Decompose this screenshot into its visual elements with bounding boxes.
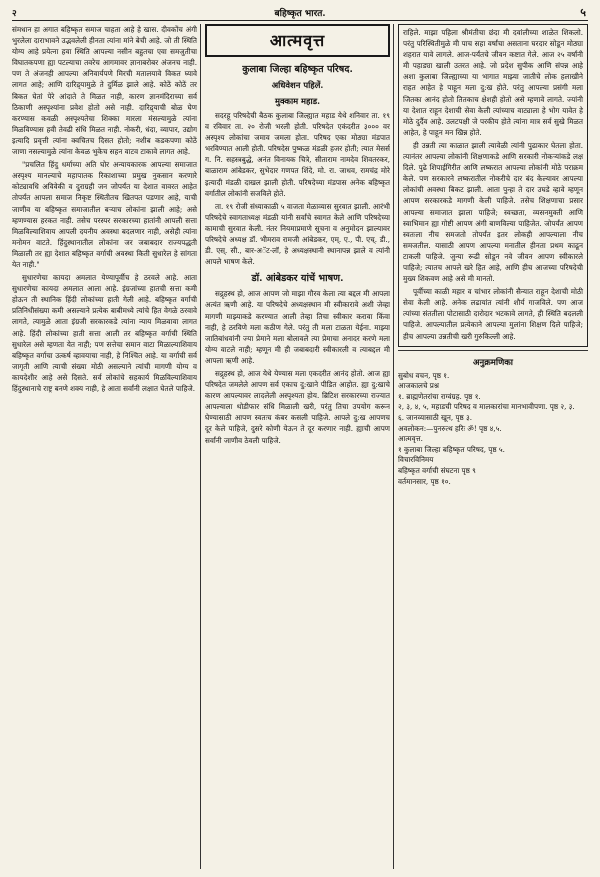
middle-column [205,24,390,871]
speech-title: डॉ. आंबेडकर यांचें भाषण. [251,273,344,285]
toc-entry: सुबोध वचन, पृष्ठ १. [398,370,450,380]
right-paragraph: पूर्वीच्या काळी महार व चांभार लोकांनी सैन्यात राहून देशाची मोठी सेवा केली आहे. अनेक लढायांत त्यांनी शौर्य गाजविले. पण आज त्यांच्या संततीला पोटासाठी दारोदार भटकावे लागते, ही स्थिति बदलली पाहिजे. आपल्यातील प्रत्येकाने आपल्या मुलांना शिक्षण दिले पाहिजे; हीच आपल्या उन्नतीची खरी गुरुकिल्ली आहे. [403,287,583,341]
toc-entry: आत्मवृत्त. [398,434,423,444]
right-column [398,24,588,871]
toc-entry: ६. जानव्यासाठी खून, पृष्ठ ३. [398,413,473,422]
session-title: अधिवेशन पहिलें. [271,80,324,90]
meeting-title: कुलाबा जिल्हा बहिष्कृत परिषद. [242,64,353,75]
toc-entry: २, ३, ४, ५, महाडची परिषद व मालकारांचा मानभावीपणा. पृष्ठ २, ३. [398,402,575,412]
meeting-paragraph: ता. १९ रोजी संध्याकाळी ५ वाजता मेळाव्यास सुरवात झाली. आरंभी परिषदेचे स्वागताध्यक्ष मंडळी यांनी सर्वांचे स्वागत केले आणि परिषदेच्या कामाची सुरवात केली. नंतर नियमाप्रमाणे सूचना व अनुमोदन झाल्यावर परिषदेचे अध्यक्ष डॉ. भीमराव रामजी आंबेडकर, एम्. ए., पी. एच्. डी., डी. एस्. सी., बार-अॅट-लॉ, हे अध्यक्षस्थानी स्थानापन्न झाले व त्यांनी आपले भाषण केले. [205,201,390,267]
page-header [12,6,588,21]
section-banner: आत्मवृत्त [205,24,390,57]
continued-article-box [398,24,588,347]
speech-paragraph: सद्गृहस्थ हो, आज आपण जो माझा गौरव केला त्या बद्दल मी आपला अत्यंत ऋणी आहे. या परिषदेचे अध्यक्षस्थान मी स्वीकारावे अशी जेव्हा मागणी माझ्याकडे करण्यात आली तेव्हा तिचा स्वीकार करावा किंवा नाही, हे ठरविणे मला कठीण गेले. परंतु ती मला टाळता येईना. माझ्या जातिबांधवांनी ज्या प्रेमाने मला बोलावले त्या प्रेमाचा अनादर करणे मला योग्य वाटले नाही; म्हणून मी ही जबाबदारी स्वीकारली व त्याबद्दल मी आपला ऋणी आहे. [205,289,390,365]
toc-title: अनुक्रमणिका [473,357,513,368]
toc-entry: १ कुलाबा जिल्हा बहिष्कृत परिषद, पृष्ठ ५. [398,444,505,454]
left-paragraph: संमधान हा अगात बहिष्कृत समाज चाहता आहे हे खास. दीवकोंच अंगी भुरलेला दाराभावने उद्भवलेली हीनता त्यांना मांने बेची आहे. जो ती स्थिति योग्य आहे प्रयेत्ना हवा स्थिति आपल्या नसीन बहुतचा एवा समजुतीचा विघातकपणा ह्या पटल्याचा तवरेच आगमावर ज्ञानाबरोबर अंजनच नाही. पण ते अंजनही आपल्या अनिवार्यपणे मिरची मतालयावे विकत घ्यावे लागत आहे; आणि दारिद्र्यामुळे ते दुर्मिळ झाले आहे. कोठें कोठें तर बिकत घेतां पेरे आंदाते ते मिळत नाही, कारण ज्ञानमंदिराच्या सर्व ठिकाणी अस्पृश्यांना प्रवेश होतो असे नाही. दारिद्र्याची बोळ घेण करण्यास कवळी अस्पृश्यतेचा शिक्का मारला मंसल्यामुळे त्यांना मिळविण्यास हवी तेवढी संधि मिळत नाही. नोकरी, धंदा, व्यापार, उद्योग इत्यादि प्रवृत्ती त्यांना क्वचितच दिसत होतो; नशीब कडकपणा कोठें जाणा नसल्यामुळे त्यांना केवळ भुकेच सहन वाटव टाकावे लागत आहे. [12,25,197,157]
right-paragraph: ही उन्नती त्या काळात झाली त्यावेळी त्यांनी पुढाकार घेतला होता. त्यानंतर आपल्या लोकांनी शिक्षणाकडे आणि सरकारी नोकऱ्यांकडे लक्ष दिले. पुढे शिपाईगिरीत आणि लष्करात आपल्या लोकांनी मोठे पराक्रम केले. पण सरकारने लष्करातील नोकरीचे दार बंद केल्यावर आपल्या लोकांची अवस्था बिकट झाली. आता पुन्हा ते दार उघडे व्हावे म्हणून आपण सरकारकडे मागणी केली पाहिजे. तसेच शिक्षणाचा प्रसार आपल्या समाजात झाला पाहिजे; स्वच्छता, व्यसनमुक्ती आणि स्वाभिमान ह्या गोष्टी आपण अंगी बाणविल्या पाहिजेत. जोपर्यंत आपण स्वतःला नीच समजतो तोपर्यंत इतर लोकही आपल्याला नीच समजतील. यासाठी आपण आपल्या मनातील हीनता प्रथम काढून टाकली पाहिजे. जुन्या रूढी सोडून नवे जीवन आपण स्वीकारले पाहिजे; त्यातच आपले खरे हित आहे, आणि हीच आजच्या परिषदेची मुख्य शिकवण आहे असे मी मानतो. [403,140,583,284]
left-paragraph: "प्रचलित हिंदु धर्माच्या अति घोर अन्यायकारक आपल्या समाजात अस्पृश्य मानल्याचे महापातक रिकाशाच्या प्रमुख नुकसान करणारे कोट्यावधि अविवेकी व दुराग्रही जन जोपर्यंत या देशात वावरत आहेत तोपर्यंत आपला समाज निकृष्ट स्थितीतच खितपत पडणार आहे, याची जाणीव या बहिष्कृत समाजातील बऱ्याच लोकांना झाली आहे; असे म्हणण्यास हरकत नाही. तसेच परस्पर सरकारच्या हातांनी आपली सत्ता मिळविल्याशिवाय आपली दयनीय अवस्था बदलणार नाही, असेही त्यांना मनोमन वाटते. हिंदुस्थानातील लोकांना जर जबाबदार राज्यपद्धती मिळाली तर ह्या देशात बहिष्कृत वर्गाची अवस्था किती सुधारेल हे सांगता येत नाही." [12,160,197,269]
toc-entry: अवलोकन:—पुनरुत्थ हरिः ॐ! पृष्ठ ४,५. [398,423,502,433]
meeting-paragraph: सदरहू परिषदेची बैठक कुलाबा जिल्ह्यात महाड येथे शनिवार ता. १९ व रविवार ता. २० रोजी भरली होती. परिषदेत एकंदरीत ३००० वर अस्पृश्य लोकांचा जमाव जमला होता. परिषद एका मोठ्या मंडपात भरविण्यात आली होती. परिषदेस पुष्कळ मंडळी हजर होती; त्यात मेसर्स ग. नि. सहस्त्रबुद्धे, अनंत विनायक चित्रे, सीताराम नामदेव शिवतरकर, बाळाराम आंबेडकर, सुभेदार गणपत शिंदे, मो. रा. जाधव, रामचंद्र मोरे इत्यादी मंडळी दाखल झाली होती. परिषदेच्या मंडपास अनेक बहिष्कृत वर्गातील लोकांनी सजविले होते. [205,111,390,198]
toc-entry: १. ब्राह्मणेतरांचा राग्वंग्रह. पृष्ठ १. [398,391,481,401]
toc-entry: विचारविनिमय [398,455,434,465]
toc-entry: वर्तमानसार, पृष्ठ १०. [398,476,451,486]
right-paragraph: राहिले. माझा पहिला श्रीमंतीचा छंदा मी दवांलीच्या शाळेत शिकलो. परंतु परिस्थितीमुळे मी पाच सहा वर्षांचा असताना घरदार सोडून मोठ्या शहरात यावे लागले. आज-पर्यंतचे जीवन कष्टात गेले. आज २५ वर्षांनी मी पहाड्या खाली उतरत आहे. जो प्रदेश सुपीक आणि संपन्न आहे अशा कुलाबा जिल्ह्याच्या या भागात माझ्या जातीचे लोक हलाखीने राहत आहेत हे पाहून मला दु:ख होते. परंतु आपल्या प्रसंगी मला जितका आनंद होतो तितकाच क्षेशही होतो असे म्हणावे लागते. ज्यांनी या देशात राहून देशाची सेवा केली त्यांच्याच वाट्याला हे भोग यावेत हे मोठे दुर्दैव आहे. उलटपक्षी जे परकीय होते त्यांना मात्र सर्व सुखे मिळत आहेत, हे पाहून मन खिन्न होते. [403,28,583,137]
venue-title: मुक्काम महाड. [274,96,321,106]
column-divider-2 [393,24,394,869]
toc-entry: बहिष्कृत वर्गाची संघटना पृष्ठ ९ [398,465,476,475]
toc-entry: आजकालचे प्रश्न [398,381,439,391]
header-page-left: २ [12,9,17,19]
header-page-number: ५ [580,6,586,19]
column-divider-1 [200,24,201,869]
section-divider [398,350,588,351]
newspaper-title: बहिष्कृत भारत. [274,9,326,19]
speech-paragraph: सद्गृहस्थ हो, आज येथे येण्यास मला एकदरीत आनंद होतो. आज ह्या परिषदेत जमलेले आपण सर्व एकाच दु:खाने पीडित आहोत. ह्या दु:खाचे कारण आपल्यावर लादलेली अस्पृश्यता होय. ब्रिटिश सरकारच्या राज्यात आपल्याला थोडीफार संधि मिळाली खरी, परंतु तिचा उपयोग करून घेण्यासाठी आपण स्वतःच कंबर कसली पाहिजे. आपले दु:ख आपणच दूर केले पाहिजे, दुसरे कोणी येऊन ते दूर करणार नाही. ह्याची आपण सर्वांनी जाणीव ठेवली पाहिजे. [205,368,390,445]
left-paragraph: सुधारणेचा कायदा अमलात येण्यापूर्वीच हे ठरवले आहे. आता सुधारणेचा कायदा अमलात आला आहे. इंग्रजांच्या हातची सत्ता कमी होऊन ती स्थानिक हिंदी लोकांच्या हाती गेली आहे. बहिष्कृत वर्गाची प्रतिनिधीसंख्या कमी असल्याने प्रत्येक बाबीमध्ये त्यांचे हित वेगळे ठरवावे लागते, त्यामुळे आता इंग्रजी सरकारकडे त्यांना न्याय मिळवावा लागत आहे. हिंदी लोकांच्या हाती सत्ता आली तर बहिष्कृत वर्गाची स्थिति सुधारेल असे म्हणता येत नाही; पण सत्तेचा समान वाटा मिळाल्याशिवाय बहिष्कृत वर्गाचा उत्कर्ष व्हावयाचा नाही, हे निश्चित आहे. या वर्गाची सर्व जागृती आणि त्याची संख्या मोठी असल्याने त्यांची मागणी योग्य व कायदेशीर आहे असे दिसते. सर्व लोकांचे सहकार्य मिळविल्याशिवाय हिंदुस्थानाचे राष्ट्र बनणे शक्य नाही, हे आता सर्वांनी लक्षात घेतले पाहिजे. [12,273,197,393]
left-column [12,24,197,871]
